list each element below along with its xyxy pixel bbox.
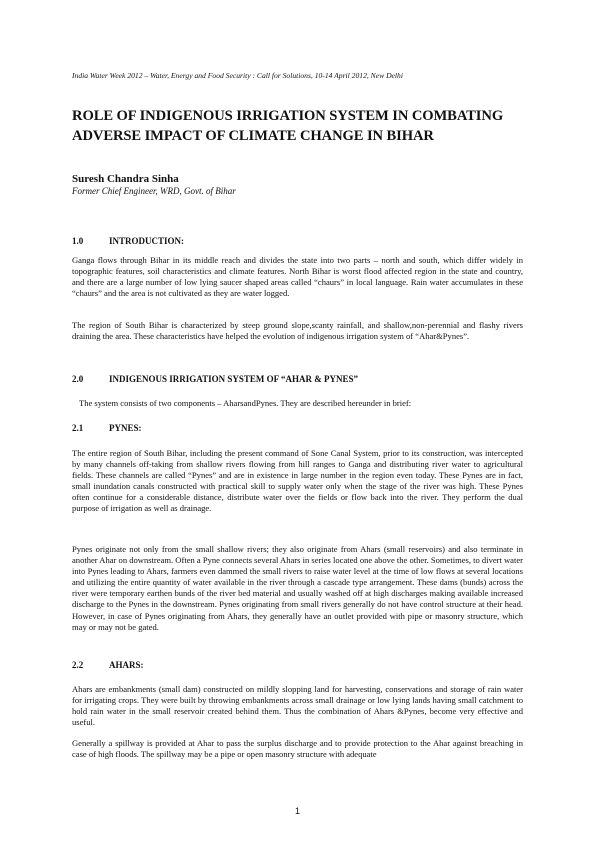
section-title: INDIGENOUS IRRIGATION SYSTEM OF “AHAR & PYNES” — [109, 374, 359, 384]
section-heading-introduction — [72, 236, 184, 246]
section-heading-pynes — [72, 423, 142, 433]
section-title: AHARS: — [109, 660, 144, 670]
running-header: India Water Week 2012 – Water, Energy and Food Security : Call for Solutions, 10-14 April 2012, New Delhi — [72, 71, 403, 80]
section-heading-ahars — [72, 660, 144, 670]
section-heading-indigenous-irrigation-system — [72, 374, 358, 384]
paragraph: The region of South Bihar is characterized by steep ground slope,scanty rainfall, and shallow,non-perennial and flashy rivers draining the area. These characteristics have helped the evolution of indigenous irrigation system of “Ahar&Pynes”. — [72, 320, 523, 342]
section-number: 2.2 — [72, 660, 84, 670]
section-number: 2.0 — [72, 374, 84, 384]
author-affiliation: Former Chief Engineer, WRD, Govt. of Bihar — [72, 186, 236, 196]
section-title: PYNES: — [109, 423, 142, 433]
section-title: INTRODUCTION: — [109, 236, 185, 246]
paragraph: Ganga flows through Bihar in its middle reach and divides the state into two parts – north and south, which differ widely in topographic features, soil characteristics and climate features. North Bihar is worst flood affected region in the state and country, and there are a large number of low lying saucer shaped areas called “chaurs” in local language. Rain water accumulates in these “chaurs” and the area is not cultivated as they are water logged. — [72, 255, 523, 299]
paragraph: The entire region of South Bihar, including the present command of Sone Canal System, prior to its construction, was intercepted by many channels off-taking from shallow rivers flowing from hill ranges to Ganga and distributing river water to agricultural fields. These channels are called “Pynes” and are in existence in large number in the region even today. These Pynes are in fact, small inundation canals constructed with practical skill to supply water only when the stage of the river was high. These Pynes often continue for a considerable distance, distribute water over the fields or flow back into the river. They perform the dual purpose of irrigation as well as drainage. — [72, 448, 523, 514]
paragraph: Pynes originate not only from the small shallow rivers; they also originate from Ahars (small reservoirs) and also terminate in another Ahar on downstream. Often a Pyne connects several Ahars in series located one above the other. Sometimes, to divert water into Pynes leading to Ahars, farmers even dammed the small rivers to raise water level at the time of low flows at several locations and utilizing the entire quantity of water available in the river through a cascade type arrangement. These dams (bunds) across the river were temporary earthen bunds of the river bed material and usually washed off at high discharges making available increased discharge to the Pynes in the downstream. Pynes originating from small rivers generally do not have control structure at their head. However, in case of Pynes originating from Ahars, they generally have an outlet provided with pipe or masonry structure, which may or may not be gated. — [72, 544, 523, 632]
page-number: 1 — [294, 806, 300, 816]
paragraph: Generally a spillway is provided at Ahar to pass the surplus discharge and to provide protection to the Ahar against breaching in case of high floods. The spillway may be a pipe or open masonry structure with adequate — [72, 738, 523, 760]
paragraph: Ahars are embankments (small dam) constructed on mildly slopping land for harvesting, conservations and storage of rain water for irrigating crops. They were built by throwing embankments across small drainage or low lying lands having small catchment to hold rain water in the small reservoir created behind them. Thus the combination of Ahars &Pynes, become very effective and useful. — [72, 684, 523, 728]
section-number: 2.1 — [72, 423, 84, 433]
author-name: Suresh Chandra Sinha — [72, 173, 179, 185]
section-number: 1.0 — [72, 236, 84, 246]
paragraph: The system consists of two components – AharsandPynes. They are described hereunder in brief: — [79, 398, 412, 408]
paper-title: ROLE OF INDIGENOUS IRRIGATION SYSTEM IN COMBATING ADVERSE IMPACT OF CLIMATE CHANGE IN BIHAR — [72, 108, 504, 144]
